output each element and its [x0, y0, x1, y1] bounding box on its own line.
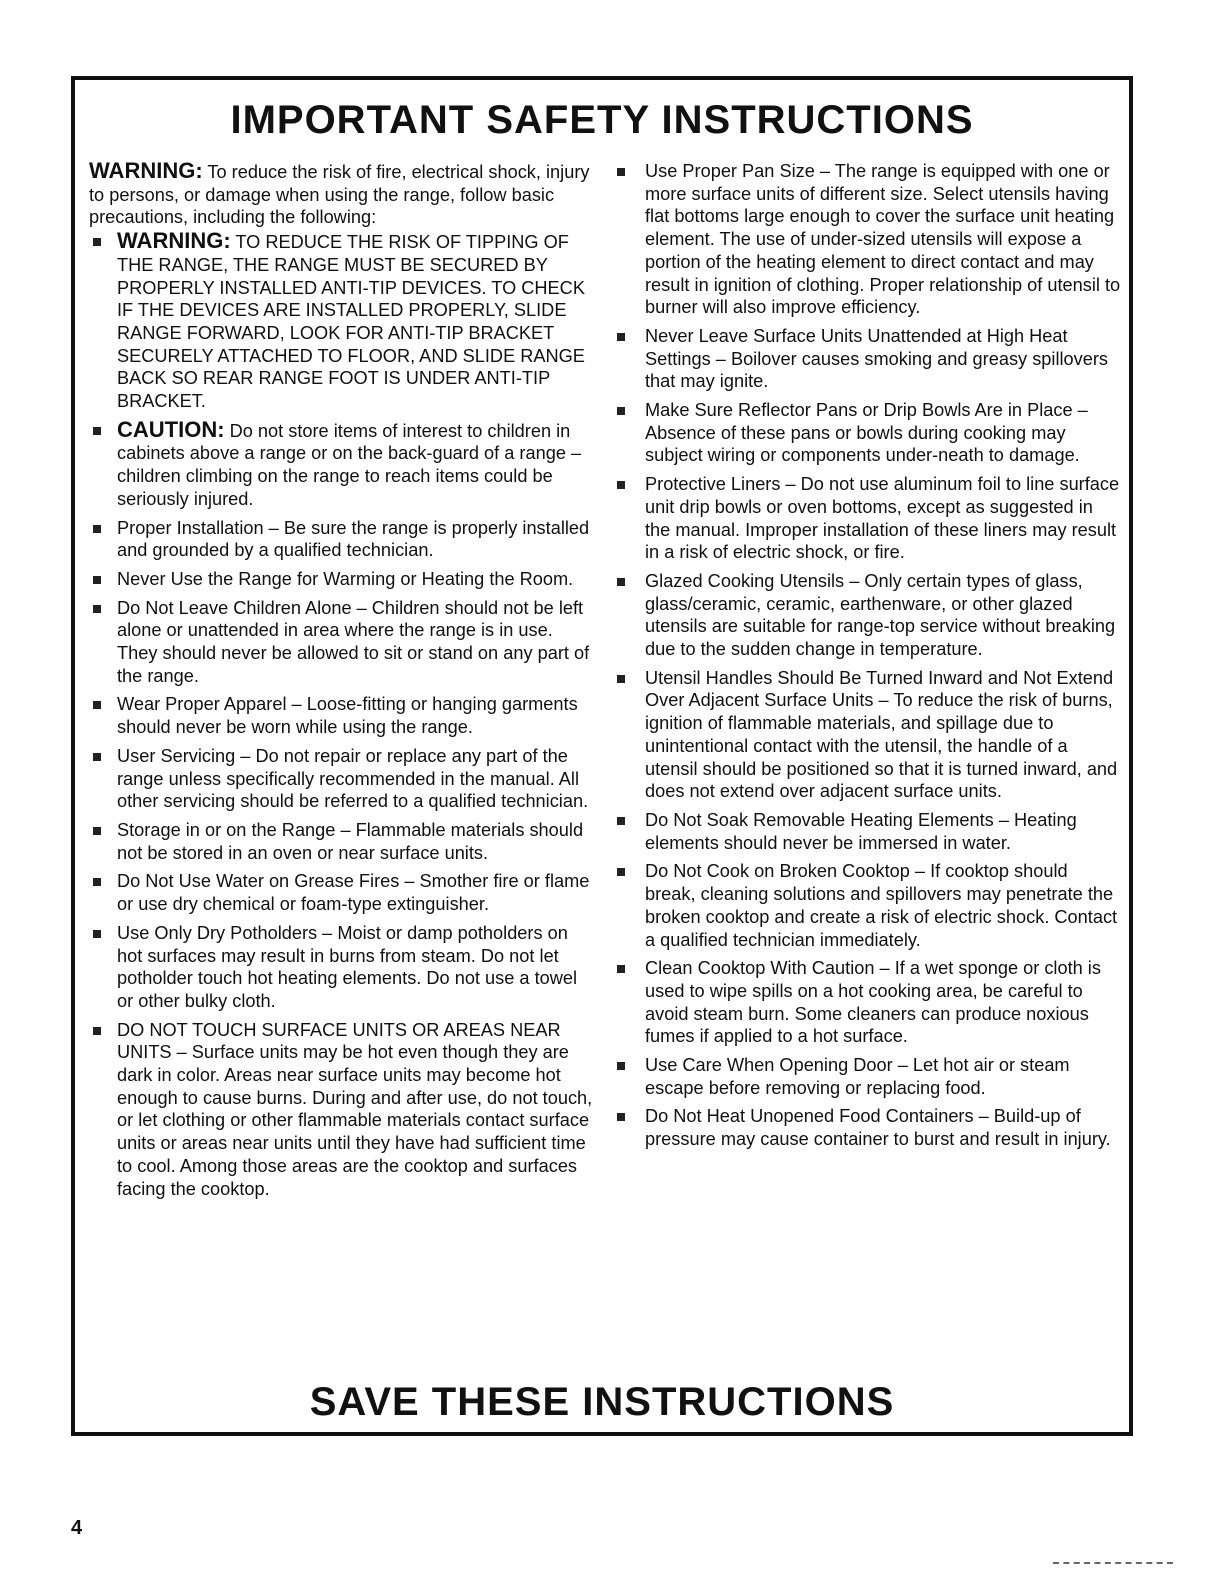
square-bullet-icon: [617, 868, 625, 876]
list-item: [89, 745, 595, 813]
item-text: Proper Installation – Be sure the range is properly installed and grounded by a qualified technician.: [117, 517, 590, 561]
list-item: [613, 325, 1123, 393]
intro-warning-label: WARNING:: [89, 158, 203, 183]
square-bullet-icon: [93, 238, 101, 246]
page-number: 4: [71, 1517, 83, 1539]
item-text: Protective Liners – Do not use aluminum foil to line surface unit drip bowls or oven bottoms, except as suggested in the manual. Improper installation of these liners may result in a risk of electric shock, or fire.: [645, 474, 1120, 563]
item-keyword: CAUTION:: [117, 416, 225, 442]
square-bullet-icon: [617, 675, 625, 683]
item-text: TO REDUCE THE RISK OF TIPPING OF THE RANGE, THE RANGE MUST BE SECURED BY PROPERLY INSTALLED ANTI-TIP DEVICES. TO CHECK IF THE DEVICES ARE INSTALLED PROPERLY, SLIDE RANGE FORWARD, LOOK FOR ANTI-TIP BRACKET SECURELY ATTACHED TO FLOOR, AND SLIDE RANGE BACK SO REAR RANGE FOOT IS UNDER ANTI-TIP BRACKET.: [117, 232, 585, 412]
square-bullet-icon: [93, 701, 101, 709]
square-bullet-icon: [93, 525, 101, 533]
list-item: [89, 870, 595, 915]
left-column: [89, 160, 595, 1206]
item-text: Clean Cooktop With Caution – If a wet sponge or cloth is used to wipe spills on a hot cooking area, be careful to avoid steam burn. Some cleaners can produce noxious fumes if applied to a hot surface.: [645, 958, 1101, 1047]
square-bullet-icon: [93, 427, 101, 435]
item-text: Never Leave Surface Units Unattended at High Heat Settings – Boilover causes smoking and greasy spillovers that may ignite.: [645, 325, 1108, 392]
item-text: Wear Proper Apparel – Loose-fitting or hanging garments should never be worn while using the range.: [117, 694, 578, 738]
list-item: [89, 517, 595, 562]
list-item: [613, 860, 1123, 951]
square-bullet-icon: [93, 605, 101, 613]
square-bullet-icon: [617, 817, 625, 825]
list-item: [613, 570, 1123, 661]
square-bullet-icon: [617, 168, 625, 176]
square-bullet-icon: [617, 407, 625, 415]
square-bullet-icon: [617, 965, 625, 973]
square-bullet-icon: [93, 753, 101, 761]
item-text: Utensil Handles Should Be Turned Inward and Not Extend Over Adjacent Surface Units – To reduce the risk of burns, ignition of flammable materials, and spillage due to unintentional contact with the utensil, the handle of a utensil should be positioned so that it is turned inward, and does not extend over adjacent surface units.: [645, 667, 1118, 802]
square-bullet-icon: [617, 333, 625, 341]
item-text: Storage in or on the Range – Flammable materials should not be stored in an oven or near surface units.: [117, 819, 584, 863]
save-instructions-heading: SAVE THESE INSTRUCTIONS: [309, 1380, 895, 1424]
safety-instructions-box: [71, 76, 1133, 1436]
page-title: IMPORTANT SAFETY INSTRUCTIONS: [230, 98, 974, 142]
square-bullet-icon: [93, 1027, 101, 1035]
item-text: DO NOT TOUCH SURFACE UNITS OR AREAS NEAR UNITS – Surface units may be hot even though they are dark in color. Areas near surface units may become hot enough to cause burns. During and after use, do not touch, or let clothing or other flammable materials contact surface units or areas near units until they have had sufficient time to cool. Among those areas are the cooktop and surfaces facing the cooktop.: [117, 1019, 593, 1199]
item-text: Glazed Cooking Utensils – Only certain types of glass, glass/ceramic, ceramic, earthenware, or other glazed utensils are suitable for range-top service without breaking due to the sudden change in temperature.: [645, 570, 1116, 660]
list-item: [613, 399, 1123, 467]
item-text: Use Only Dry Potholders – Moist or damp potholders on hot surfaces may result in burns from steam. Do not let potholder touch hot heating elements. Do not use a towel or other bulky cloth.: [117, 922, 578, 1011]
list-item: [613, 957, 1123, 1048]
print-registration-marks: [1053, 1562, 1173, 1568]
square-bullet-icon: [93, 576, 101, 584]
list-item: [89, 819, 595, 864]
right-column: [613, 160, 1123, 1157]
list-item: [89, 416, 595, 511]
list-item: [89, 922, 595, 1013]
list-item: [613, 160, 1123, 319]
right-instruction-list: [613, 160, 1123, 1151]
square-bullet-icon: [93, 827, 101, 835]
left-instruction-list: [89, 230, 595, 1200]
item-text: Never Use the Range for Warming or Heating the Room.: [117, 568, 574, 589]
list-item: [613, 473, 1123, 564]
item-text: Do not store items of interest to children in cabinets above a range or on the back-guard of a range – children climbing on the range to reach items could be seriously injured.: [117, 420, 582, 509]
list-item: [613, 1054, 1123, 1099]
item-text: Use Care When Opening Door – Let hot air or steam escape before removing or replacing food.: [645, 1055, 1070, 1098]
item-keyword: WARNING:: [117, 228, 231, 254]
list-item: [89, 693, 595, 738]
list-item: [89, 230, 595, 413]
intro-text: To reduce the risk of fire, electrical shock, injury to persons, or damage when using the range, follow basic precautions, including the following:: [89, 162, 590, 228]
list-item: [613, 809, 1123, 854]
item-text: Use Proper Pan Size – The range is equipped with one or more surface units of different size. Select utensils having flat bottoms large enough to cover the surface unit heating element. The use of under-sized utensils will expose a portion of the heating element to direct contact and may result in ignition of clothing. Proper relationship of utensil to burner will also improve efficiency.: [645, 161, 1121, 318]
item-text: User Servicing – Do not repair or replace any part of the range unless specifically recommended in the manual. All other servicing should be referred to a qualified technician.: [117, 745, 589, 812]
list-item: [613, 667, 1123, 803]
list-item: [89, 597, 595, 688]
item-text: Do Not Heat Unopened Food Containers – Build-up of pressure may cause container to burst and result in injury.: [645, 1106, 1111, 1150]
item-text: Do Not Leave Children Alone – Children should not be left alone or unattended in area where the range is in use. They should never be allowed to sit or stand on any part of the range.: [117, 597, 590, 686]
list-item: [89, 1019, 595, 1201]
item-text: Make Sure Reflector Pans or Drip Bowls Are in Place – Absence of these pans or bowls during cooking may subject wiring or components under-neath to damage.: [645, 400, 1088, 466]
square-bullet-icon: [93, 878, 101, 886]
item-text: Do Not Cook on Broken Cooktop – If cooktop should break, cleaning solutions and spillovers may penetrate the broken cooktop and create a risk of electric shock. Contact a qualified technician immediately.: [645, 861, 1118, 950]
square-bullet-icon: [93, 930, 101, 938]
list-item: [89, 568, 595, 591]
item-text: Do Not Use Water on Grease Fires – Smother fire or flame or use dry chemical or foam-type extinguisher.: [117, 871, 590, 915]
square-bullet-icon: [617, 1062, 625, 1070]
square-bullet-icon: [617, 481, 625, 489]
item-text: Do Not Soak Removable Heating Elements – Heating elements should never be immersed in water.: [645, 809, 1077, 853]
square-bullet-icon: [617, 1113, 625, 1121]
list-item: [613, 1105, 1123, 1150]
intro-paragraph: [89, 160, 595, 229]
square-bullet-icon: [617, 578, 625, 586]
